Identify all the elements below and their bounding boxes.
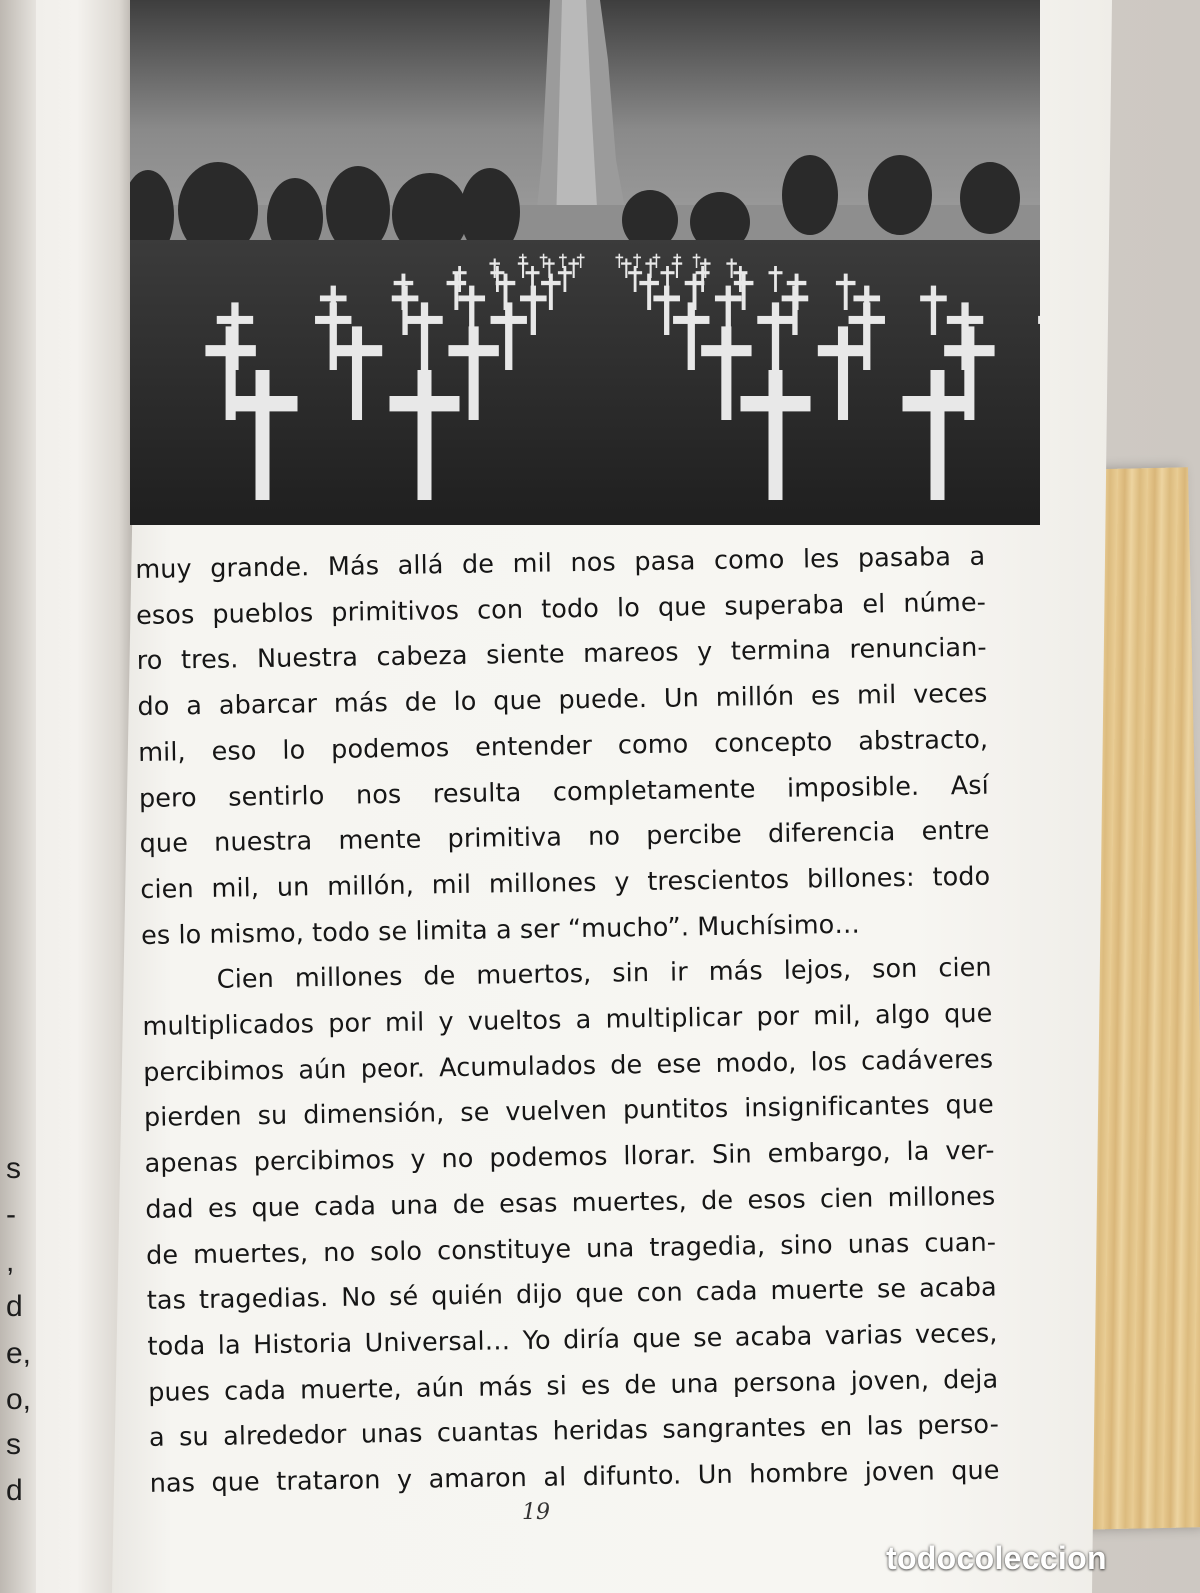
cross-shape [541, 281, 561, 285]
text-line: es lo mismo, todo se limita a ser “mucho”. Muchísimo… [140, 909, 861, 951]
cross-shape [558, 271, 572, 274]
text-line: de muertes, no solo constituye una tragedia, sino unas cuan- [145, 1227, 997, 1271]
left-page-fragment: s [6, 1428, 21, 1461]
cross-shape [666, 266, 669, 292]
cross-shape [693, 257, 701, 259]
cross-shape [645, 262, 656, 264]
cross-shape [673, 257, 681, 259]
text-line: que nuestra mente primitiva no percibe diferencia entre [139, 815, 990, 860]
cross-shape [418, 370, 432, 500]
cross-shape [757, 316, 793, 324]
cross-shape [577, 257, 585, 259]
cross-shape [844, 274, 848, 310]
cross-shape [693, 274, 697, 310]
text-line: pues cada muerte, aún más si es de una persona joven, deja [148, 1364, 999, 1408]
cross-shape [947, 316, 983, 324]
cross-shape [615, 257, 623, 259]
cross-shape [505, 302, 512, 370]
text-line: mil, eso lo podemos entender como concepto abstracto, [137, 724, 989, 768]
cemetery-photo-art [130, 0, 1040, 525]
cross-shape [548, 259, 550, 279]
cross-shape [769, 370, 783, 500]
left-page-fragment: - [6, 1198, 16, 1231]
cross-shape [489, 262, 500, 264]
cross-shape [731, 259, 733, 279]
cross-shape [231, 302, 238, 370]
cross-shape [504, 274, 508, 310]
cemetery-photo [130, 0, 1040, 525]
cross-shape [769, 271, 783, 274]
cross-shape [673, 316, 709, 324]
cross-shape [653, 295, 680, 301]
cross-shape [664, 286, 669, 335]
cross-shape [1038, 316, 1040, 324]
cross-shape [688, 302, 695, 370]
cross-shape [562, 254, 564, 268]
cross-shape [448, 345, 498, 356]
text-line: multiplicados por mil y vueltos a multiplicar por mil, algo que [142, 998, 993, 1042]
left-page-fragment: s [6, 1152, 21, 1185]
cross-shape [621, 262, 632, 264]
text-line: tas tragedias. No sé quién dijo que con cada muerte se acaba [146, 1272, 997, 1317]
cross-shape [256, 370, 270, 500]
cross-shape [469, 326, 479, 420]
cross-shape [787, 281, 807, 285]
left-page-fragment: , [6, 1245, 15, 1278]
cross-shape [650, 259, 652, 279]
cross-shape [619, 254, 621, 268]
cross-shape [205, 345, 255, 356]
text-line: pero sentirlo nos resulta completamente imposible. Así [138, 770, 990, 814]
cross-shape [721, 326, 731, 420]
cross-shape [961, 302, 968, 370]
cross-shape [633, 257, 641, 259]
cross-shape [701, 266, 704, 292]
left-page-fragment: d [6, 1290, 23, 1323]
cross-shape [494, 259, 496, 279]
cross-shape [676, 254, 678, 268]
cross-shape [564, 266, 567, 292]
text-line: muy grande. Más allá de mil nos pasa como les pasaba a [135, 541, 986, 585]
cross-shape [447, 281, 467, 285]
cross-shape [853, 295, 880, 301]
cross-shape [639, 281, 659, 285]
text-line: nas que trataron y amaron al difunto. Un hombre joven que [149, 1455, 1000, 1499]
cross-shape [636, 254, 638, 268]
text-line: toda la Historia Universal… Yo diría que se acaba varias veces, [147, 1318, 998, 1362]
cross-shape [818, 345, 868, 356]
body-text [135, 535, 1000, 1508]
cross-shape [704, 259, 706, 279]
cross-shape [331, 286, 336, 335]
cross-shape [661, 271, 675, 274]
cross-shape [573, 259, 575, 279]
cross-shape [634, 266, 637, 292]
cross-shape [421, 302, 428, 370]
cross-shape [490, 271, 504, 274]
cross-shape [522, 254, 524, 268]
cross-shape [526, 271, 540, 274]
cross-shape [352, 326, 362, 420]
cross-shape [453, 271, 467, 274]
cross-shape [931, 286, 936, 335]
cross-shape [559, 257, 567, 259]
cross-shape [696, 271, 710, 274]
cross-shape [549, 274, 553, 310]
cross-shape [739, 266, 742, 292]
cross-shape [733, 271, 747, 274]
cross-shape [726, 262, 737, 264]
text-line: do a abarcar más de lo que puede. Un millón es mil veces [137, 678, 988, 723]
cross-shape [531, 286, 536, 335]
cross-shape [700, 262, 711, 264]
left-page-fragment: e, [6, 1337, 32, 1370]
text-line: dad es que cada una de esas muertes, de esos cien millones [145, 1181, 996, 1225]
cross-shape [320, 295, 347, 301]
cross-shape [531, 266, 534, 292]
cross-shape [491, 316, 527, 324]
cross-shape [454, 274, 458, 310]
cross-shape [544, 262, 555, 264]
text-line: Cien millones de muertos, sin ir más lejos, son cien [216, 952, 992, 996]
watermark-logo: todocoleccion [886, 1540, 1107, 1576]
cross-shape [332, 345, 382, 356]
cross-shape [696, 254, 698, 268]
cross-shape [838, 326, 848, 420]
cross-shape [795, 274, 799, 310]
cross-shape [458, 266, 461, 292]
cross-shape [228, 396, 298, 411]
cross-shape [628, 271, 642, 274]
text-line: apenas percibimos y no podemos llorar. Sin embargo, la ver- [144, 1135, 995, 1180]
cross-shape [920, 295, 947, 301]
cross-shape [568, 262, 579, 264]
cross-shape [701, 345, 751, 356]
cross-shape [625, 259, 627, 279]
cross-shape [734, 281, 754, 285]
cross-shape [406, 316, 442, 324]
cross-shape [944, 345, 994, 356]
cross-shape [774, 266, 777, 292]
cross-shape [715, 295, 742, 301]
cross-shape [394, 281, 414, 285]
cross-shape [543, 254, 545, 268]
cross-shape [653, 257, 661, 259]
cross-shape [864, 286, 869, 335]
cross-shape [647, 274, 651, 310]
left-page-fragment: d [6, 1474, 23, 1507]
page-number: 19 [522, 1500, 550, 1525]
text-line: a su alrededor unas cuantas heridas sangrantes en las perso- [148, 1409, 1000, 1454]
cross-shape [520, 295, 547, 301]
cross-shape [217, 316, 253, 324]
cross-shape [772, 302, 779, 370]
left-page-fragment: o, [6, 1383, 32, 1416]
cross-shape [519, 257, 527, 259]
text-line: cien mil, un millón, mil millones y trescientos billones: todo [140, 861, 991, 905]
text-line: ro tres. Nuestra cabeza siente mareos y termina renuncian- [136, 633, 987, 677]
cross-shape [836, 281, 856, 285]
cross-shape [469, 286, 474, 335]
text-line: pierden su dimensión, se vuelven puntitos insignificantes que [143, 1090, 995, 1134]
cross-shape [903, 396, 973, 411]
cross-shape [390, 396, 460, 411]
cross-shape [726, 286, 731, 335]
cross-shape [741, 396, 811, 411]
cross-shape [496, 266, 499, 292]
cross-shape [931, 370, 945, 500]
cross-shape [580, 254, 582, 268]
text-line: esos pueblos primitivos con todo lo que superaba el núme- [135, 587, 987, 631]
cross-shape [742, 274, 746, 310]
cross-shape [540, 257, 548, 259]
cross-shape [458, 295, 485, 301]
text-line: percibimos aún peor. Acumulados de ese modo, los cadáveres [143, 1044, 994, 1088]
cross-shape [401, 274, 405, 310]
cross-shape [656, 254, 658, 268]
